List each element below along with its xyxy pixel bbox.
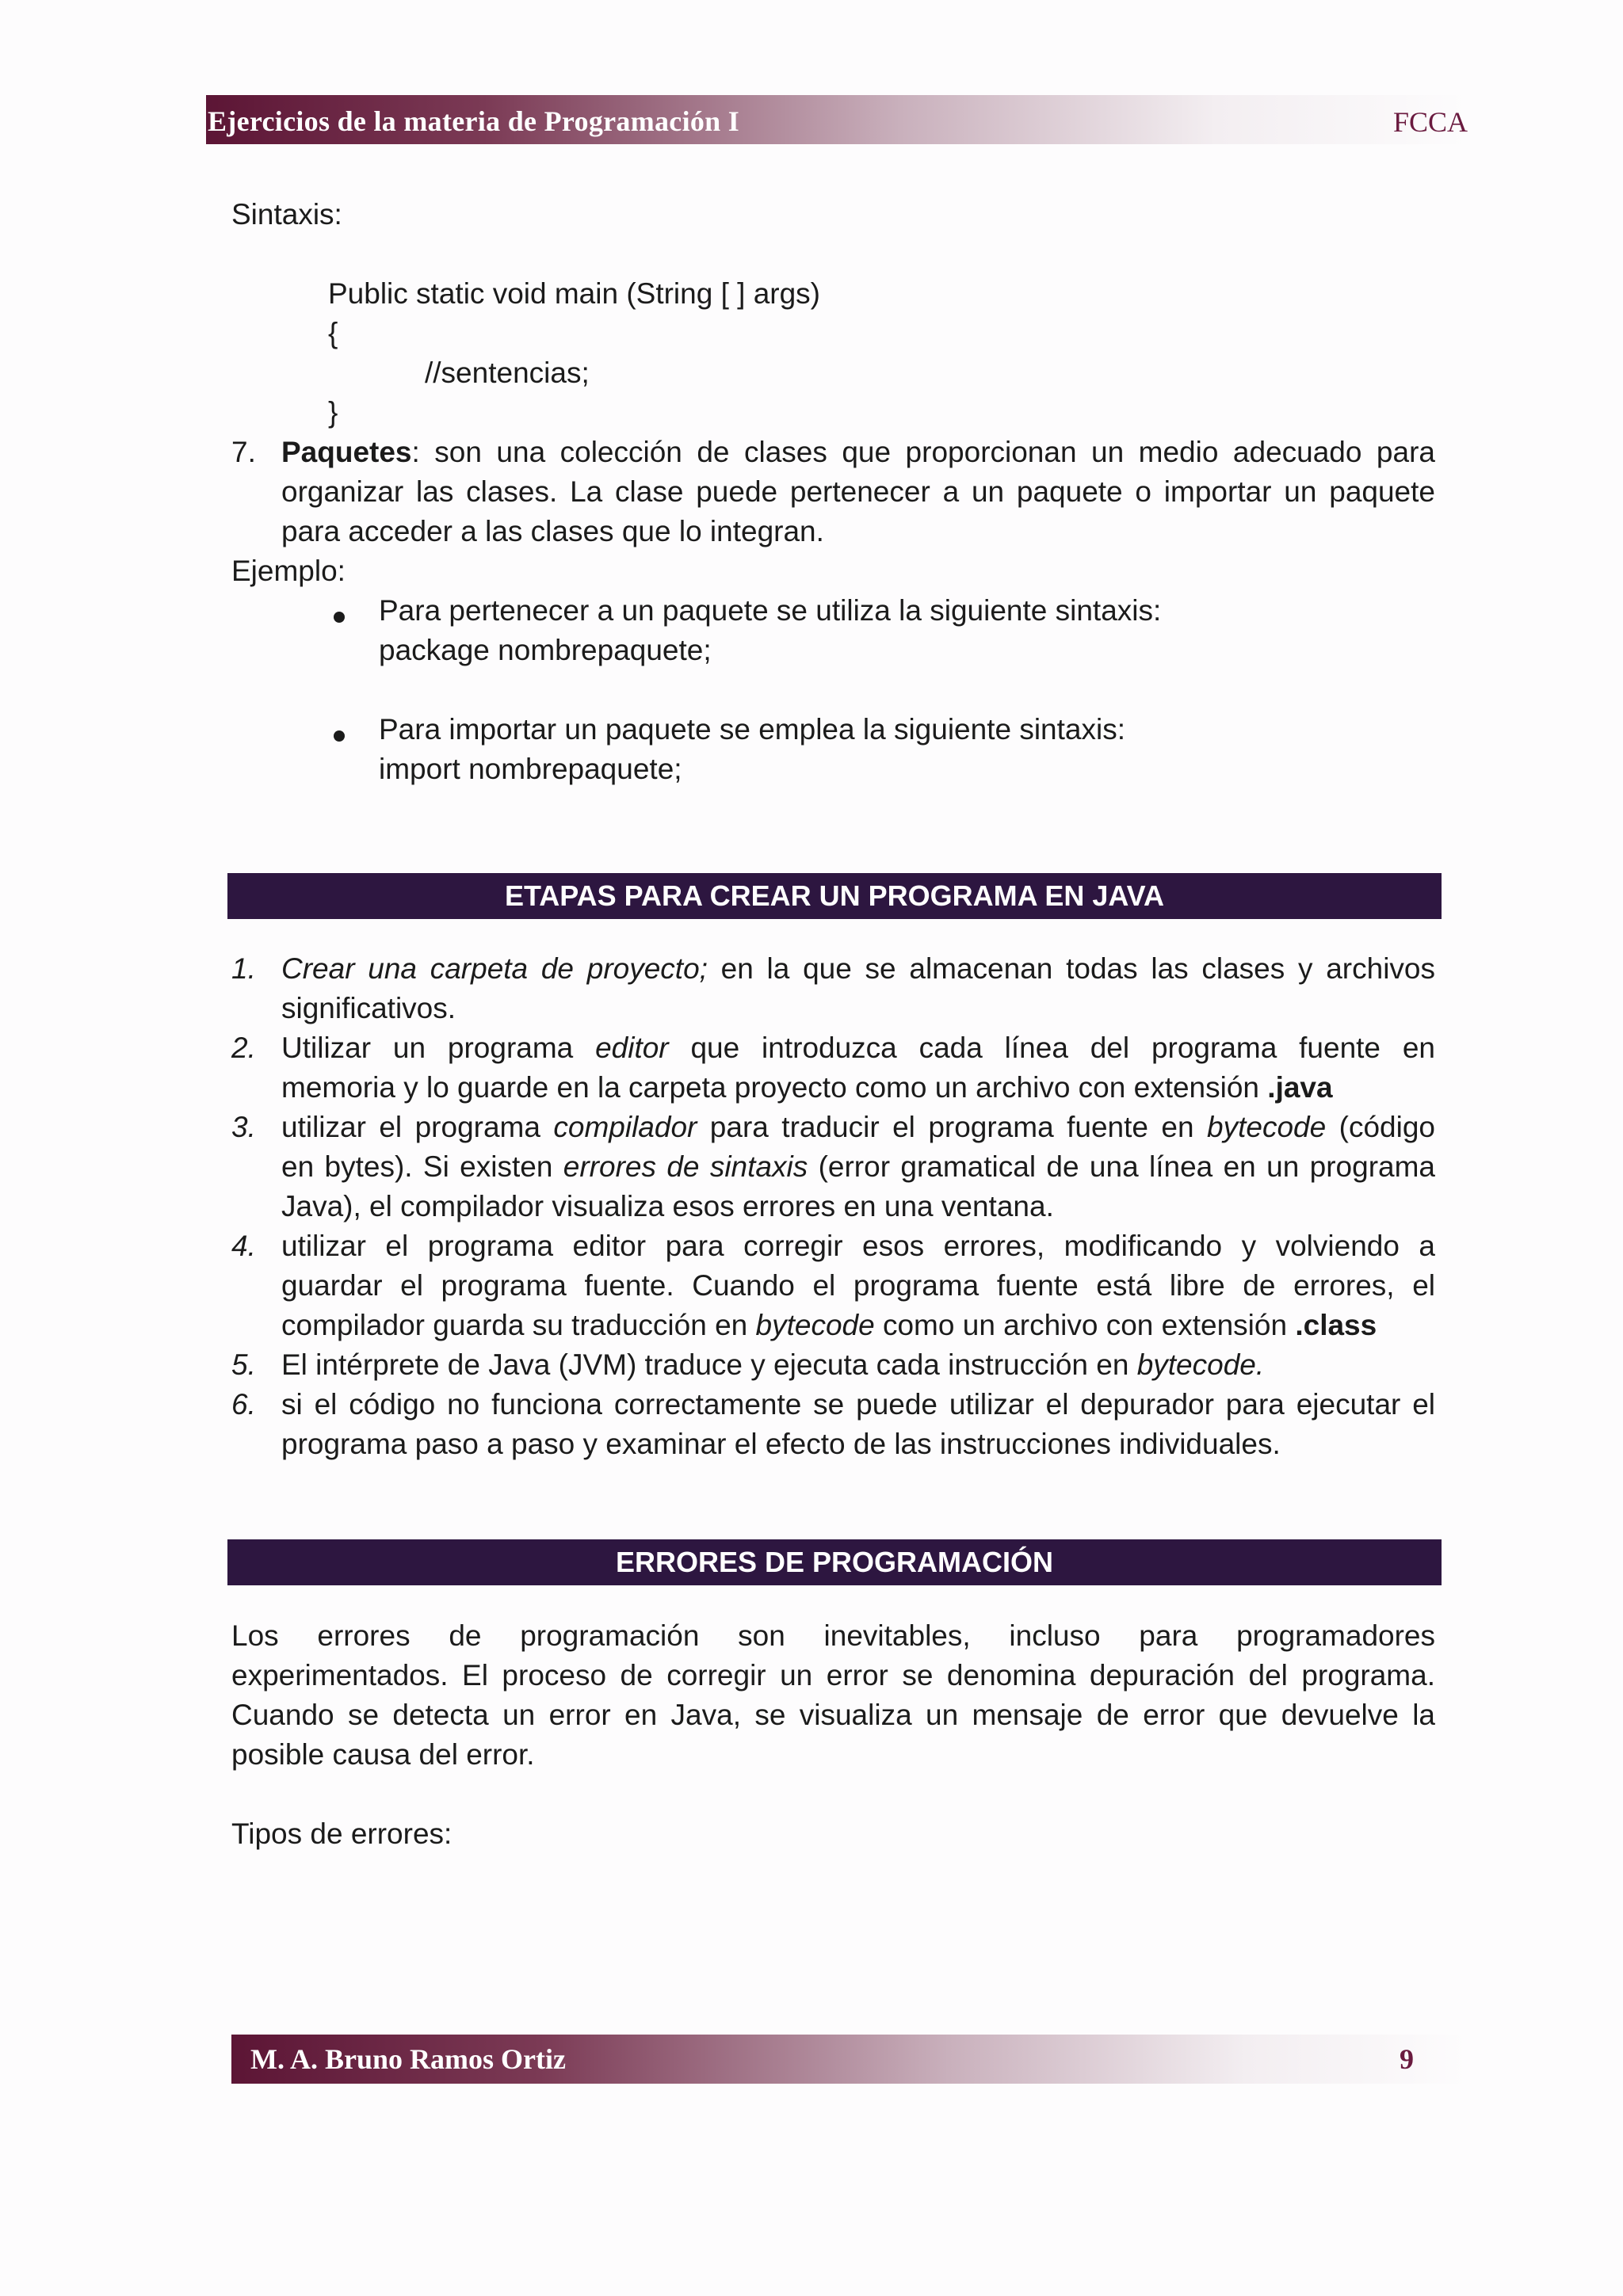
bullet-text: Para pertenecer a un paquete se utiliza la siguiente sintaxis: — [379, 594, 1162, 627]
paragraph-line: Cuando se detecta un error en Java, se visualiza un mensaje de error que devuelve la — [231, 1699, 1435, 1731]
example-label: Ejemplo: — [231, 555, 346, 587]
step-number: 6. — [231, 1388, 256, 1421]
step-italic: Crear una carpeta de proyecto; — [281, 952, 708, 985]
step-text: para traducir el programa fuente en — [697, 1111, 1208, 1143]
section-heading-etapas: ETAPAS PARA CREAR UN PROGRAMA EN JAVA — [227, 873, 1442, 919]
step-text: (error gramatical de una línea en un programa — [808, 1150, 1435, 1183]
step-line — [281, 949, 1435, 989]
step-line: Java), el compilador visualiza esos errores en una ventana. — [281, 1190, 1054, 1222]
footer-author: M. A. Bruno Ramos Ortiz — [250, 2043, 566, 2075]
paragraph-line: posible causa del error. — [231, 1738, 535, 1771]
step-number: 5. — [231, 1348, 256, 1381]
step-text: utilizar el programa — [281, 1111, 554, 1143]
code-close-brace: } — [328, 396, 338, 429]
item7-line1 — [281, 433, 1435, 472]
step-number: 4. — [231, 1230, 256, 1262]
code-body: //sentencias; — [425, 357, 590, 389]
step-italic: bytecode. — [1136, 1348, 1265, 1381]
step-number: 3. — [231, 1111, 256, 1143]
paragraph-line: experimentados. El proceso de corregir un error se denomina depuración del programa. — [231, 1659, 1435, 1691]
bullet-icon — [334, 612, 345, 623]
step-text: que introduzca cada línea del programa fuente en — [668, 1032, 1435, 1064]
step-line — [281, 1306, 1377, 1345]
section-heading-errores: ERRORES DE PROGRAMACIÓN — [227, 1539, 1442, 1585]
step-line: guardar el programa fuente. Cuando el programa fuente está libre de errores, el — [281, 1269, 1435, 1302]
bullet-text: Para importar un paquete se emplea la siguiente sintaxis: — [379, 713, 1125, 746]
step-italic: editor — [595, 1032, 669, 1064]
step-line — [281, 1028, 1435, 1068]
step-line — [281, 1108, 1435, 1147]
step-italic: errores de sintaxis — [563, 1150, 808, 1183]
paragraph-line: Los errores de programación son inevitables, incluso para programadores — [231, 1619, 1435, 1652]
page-number: 9 — [1400, 2043, 1414, 2075]
bullet-code: package nombrepaquete; — [379, 634, 712, 666]
step-line: si el código no funciona correctamente se puede utilizar el depurador para ejecutar el — [281, 1388, 1435, 1421]
step-text: Utilizar un programa — [281, 1032, 596, 1064]
header-institution: FCCA — [1392, 106, 1468, 138]
code-line: Public static void main (String [ ] args) — [328, 277, 820, 310]
step-line — [281, 1147, 1435, 1187]
step-line: utilizar el programa editor para corregir esos errores, modificando y volviendo a — [281, 1230, 1435, 1262]
step-italic: bytecode — [755, 1309, 875, 1341]
step-bold: .class — [1295, 1309, 1377, 1341]
code-open-brace: { — [328, 317, 338, 349]
item7-line2: organizar las clases. La clase puede pertenecer a un paquete o importar un paquete — [281, 475, 1435, 508]
step-line — [281, 1068, 1333, 1108]
step-italic: compilador — [553, 1111, 697, 1143]
item7-term: Paquetes — [281, 436, 412, 468]
bullet-code: import nombrepaquete; — [379, 753, 682, 785]
step-bold: .java — [1267, 1071, 1333, 1104]
step-text: en bytes). Si existen — [281, 1150, 563, 1183]
step-line: programa paso a paso y examinar el efecto de las instrucciones individuales. — [281, 1428, 1281, 1460]
step-text: como un archivo con extensión — [874, 1309, 1296, 1341]
item7-line1-rest: : son una colección de clases que proporcionan un medio adecuado para — [411, 436, 1435, 468]
item7-number: 7. — [231, 436, 256, 468]
step-number: 2. — [231, 1032, 256, 1064]
step-text: memoria y lo guarde en la carpeta proyecto como un archivo con extensión — [281, 1071, 1268, 1104]
step-number: 1. — [231, 952, 256, 985]
bullet-icon — [334, 730, 345, 742]
header-title: Ejercicios de la materia de Programación I — [208, 105, 740, 137]
syntax-label: Sintaxis: — [231, 198, 342, 231]
step-text: en la que se almacenan todas las clases y archivos — [707, 952, 1435, 985]
step-text: compilador guarda su traducción en — [281, 1309, 756, 1341]
types-label: Tipos de errores: — [231, 1817, 453, 1850]
step-italic: bytecode — [1207, 1111, 1327, 1143]
step-line — [281, 1345, 1264, 1385]
item7-line3: para acceder a las clases que lo integran. — [281, 515, 824, 547]
step-line: significativos. — [281, 992, 456, 1024]
step-text: El intérprete de Java (JVM) traduce y ejecuta cada instrucción en — [281, 1348, 1137, 1381]
step-text: (código — [1326, 1111, 1435, 1143]
